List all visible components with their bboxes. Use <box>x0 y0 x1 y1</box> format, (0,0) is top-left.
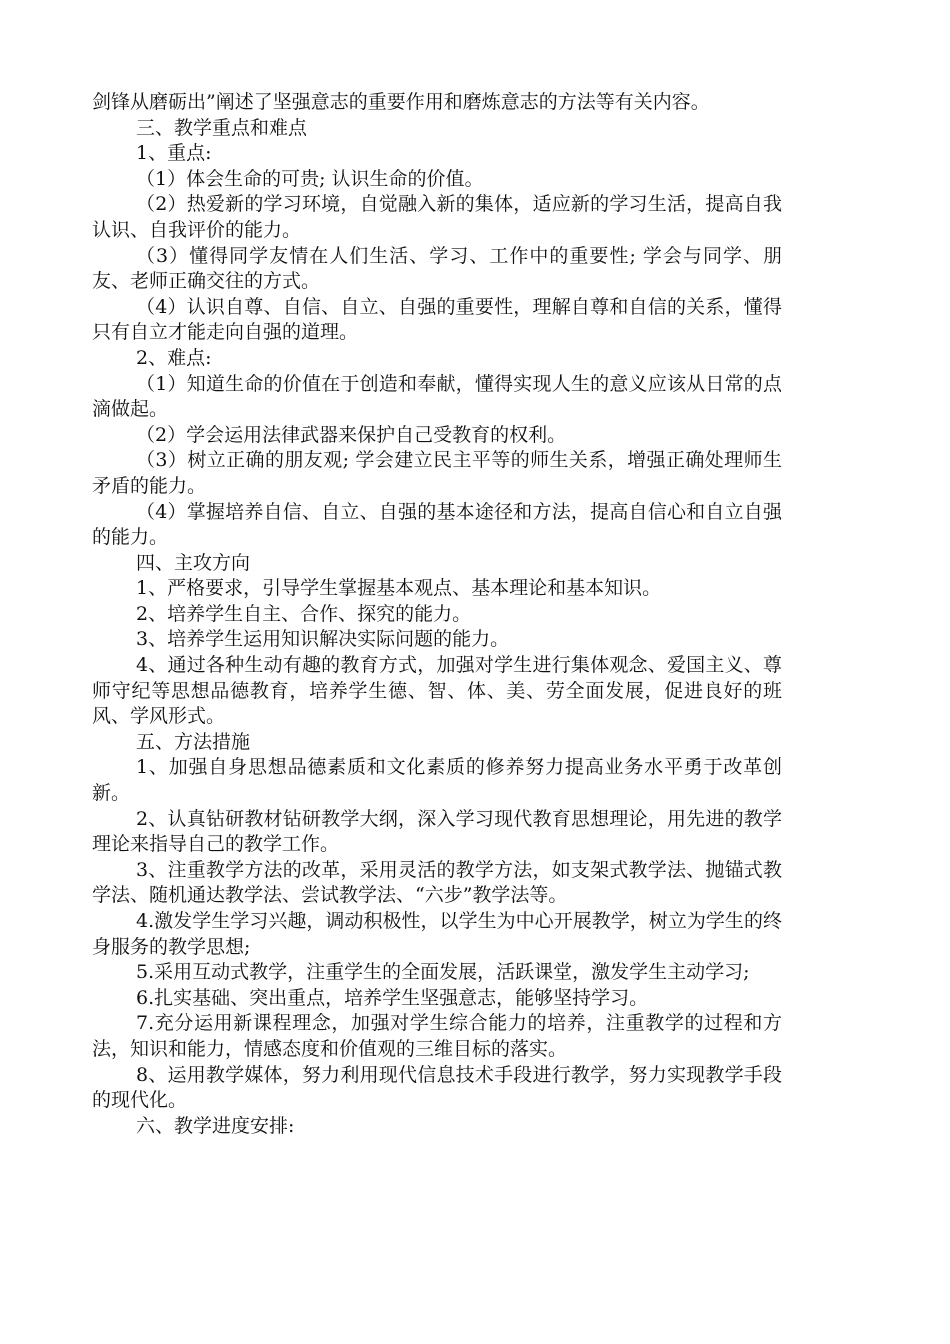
paragraph: （2）学会运用法律武器来保护自己受教育的权利。 <box>136 423 567 446</box>
paragraph: 六、教学进度安排: <box>136 1114 295 1137</box>
paragraph: 1、重点: <box>136 142 212 165</box>
paragraph: 三、教学重点和难点 <box>136 116 308 139</box>
paragraph: 2、认真钻研教材钻研教学大纲，深入学习现代教育思想理论，用先进的教学理论来指导自己的教学工作。 <box>92 807 782 856</box>
paragraph: 4、通过各种生动有趣的教育方式，加强对学生进行集体观念、爱国主义、尊师守纪等思想品德教育，培养学生德、智、体、美、劳全面发展，促进良好的班风、学风形式。 <box>92 654 782 728</box>
paragraph: 1、加强自身思想品德素质和文化素质的修养努力提高业务水平勇于改革创新。 <box>92 756 782 805</box>
paragraph: （3）懂得同学友情在人们生活、学习、工作中的重要性; 学会与同学、朋友、老师正确交往的方式。 <box>92 244 782 293</box>
paragraph: 五、方法措施 <box>136 730 251 753</box>
paragraph: 四、主攻方向 <box>136 551 251 574</box>
paragraph: 3、注重教学方法的改革，采用灵活的教学方法，如支架式教学法、抛锚式教学法、随机通达教学法、尝试教学法、“六步”教学法等。 <box>92 858 782 907</box>
paragraph: （1）知道生命的价值在于创造和奉献，懂得实现人生的意义应该从日常的点滴做起。 <box>92 372 782 421</box>
paragraph: 1、严格要求，引导学生掌握基本观点、基本理论和基本知识。 <box>136 577 662 600</box>
paragraph: 5.采用互动式教学，注重学生的全面发展，活跃课堂，激发学生主动学习; <box>136 961 750 984</box>
paragraph: （2）热爱新的学习环境，自觉融入新的集体，适应新的学习生活，提高自我认识、自我评价的能力。 <box>92 193 782 241</box>
paragraph: （3）树立正确的朋友观; 学会建立民主平等的师生关系，增强正确处理师生矛盾的能力。 <box>92 449 782 497</box>
paragraph: 4.激发学生学习兴趣，调动积极性，以学生为中心开展教学，树立为学生的终身服务的教学思想; <box>92 910 782 958</box>
paragraph: （1）体会生命的可贵; 认识生命的价值。 <box>136 167 484 190</box>
paragraph: 2、难点: <box>136 346 212 369</box>
paragraph: 2、培养学生自主、合作、探究的能力。 <box>136 602 472 625</box>
paragraph: 7.充分运用新课程理念，加强对学生综合能力的培养，注重教学的过程和方法，知识和能力，情感态度和价值观的三维目标的落实。 <box>92 1012 782 1060</box>
paragraph: 8、运用教学媒体，努力利用现代信息技术手段进行教学，努力实现教学手段的现代化。 <box>92 1063 782 1112</box>
paragraph: 3、培养学生运用知识解决实际问题的能力。 <box>136 628 510 651</box>
paragraph: 剑锋从磨砺出”阐述了坚强意志的重要作用和磨炼意志的方法等有关内容。 <box>92 91 710 113</box>
paragraph: （4）认识自尊、自信、自立、自强的重要性，理解自尊和自信的关系，懂得只有自立才能走向自强的道理。 <box>92 295 782 344</box>
document-body <box>92 90 782 1139</box>
paragraph: （4）掌握培养自信、自立、自强的基本途径和方法，提高自信心和自立自强的能力。 <box>92 500 782 549</box>
paragraph: 6.扎实基础、突出重点，培养学生坚强意志，能够坚持学习。 <box>136 986 649 1009</box>
